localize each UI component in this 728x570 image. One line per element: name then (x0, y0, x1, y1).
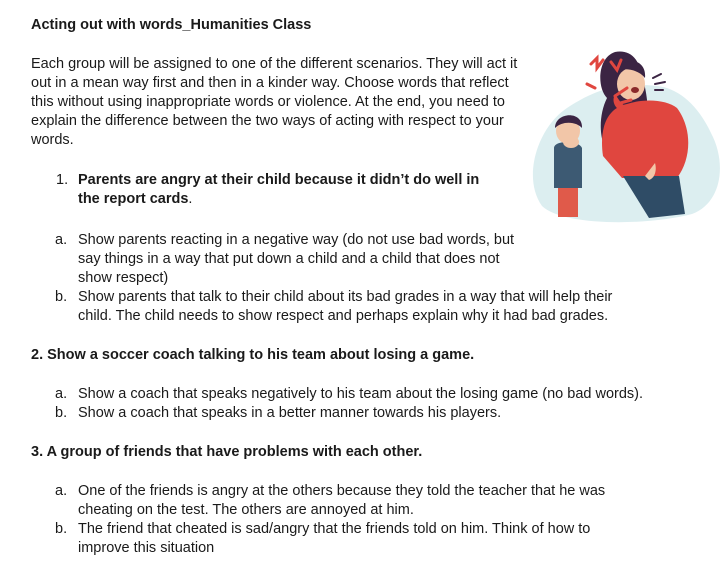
scenario-3-a (55, 482, 645, 520)
list-letter: b. (55, 289, 68, 305)
scenario-2-a-text: Show a coach that speaks negatively to his team about the losing game (no bad words). (78, 386, 644, 402)
scenario-1-a-text: Show parents reacting in a negative way (do not use bad words, but say things in a way that put down a child and a child that does not show respect) (78, 232, 515, 286)
scenario-1-number: 1. (56, 172, 69, 188)
scenario-1-b-text: Show parents that talk to their child about its bad grades in a way that will help their child. The child needs to show respect and perhaps explain why it had bad grades. (78, 289, 613, 324)
scenario-1-period: . (188, 191, 193, 207)
list-letter: b. (55, 405, 68, 421)
list-letter: a. (55, 483, 68, 499)
scenario-2-b (55, 404, 715, 423)
scenario-3-a-text: One of the friends is angry at the others because they told the teacher that he was cheating on the test. The others are annoyed at him. (78, 483, 606, 518)
list-letter: a. (55, 232, 68, 248)
list-letter: b. (55, 521, 68, 537)
intro-paragraph: Each group will be assigned to one of the different scenarios. They will act it out in a mean way first and then in a kinder way. Choose words that reflect this without using inappropriate words or violence. At the end, you need to explain the difference between the two ways of acting with respect to your words. (31, 56, 518, 148)
scenario-1-text: Parents are angry at their child because it didn’t do well in the report cards (78, 172, 480, 207)
scenario-2-b-text: Show a coach that speaks in a better manner towards his players. (78, 405, 502, 421)
scenario-3-b (55, 520, 645, 558)
child-figure (554, 115, 582, 217)
scenario-1-heading (56, 171, 496, 209)
scenario-2-a (55, 385, 715, 404)
list-letter: a. (55, 386, 68, 402)
scenario-2-heading: 2. Show a soccer coach talking to his team about losing a game. (31, 347, 475, 363)
scenario-3-b-text: The friend that cheated is sad/angry that the friends told on him. Think of how to improve this situation (78, 521, 591, 556)
document-title: Acting out with words_Humanities Class (31, 17, 312, 33)
scenario-3-heading: 3. A group of friends that have problems with each other. (31, 444, 423, 460)
angry-parent-illustration (527, 48, 721, 224)
scenario-1-b (55, 288, 635, 326)
scenario-1-a (55, 231, 515, 288)
